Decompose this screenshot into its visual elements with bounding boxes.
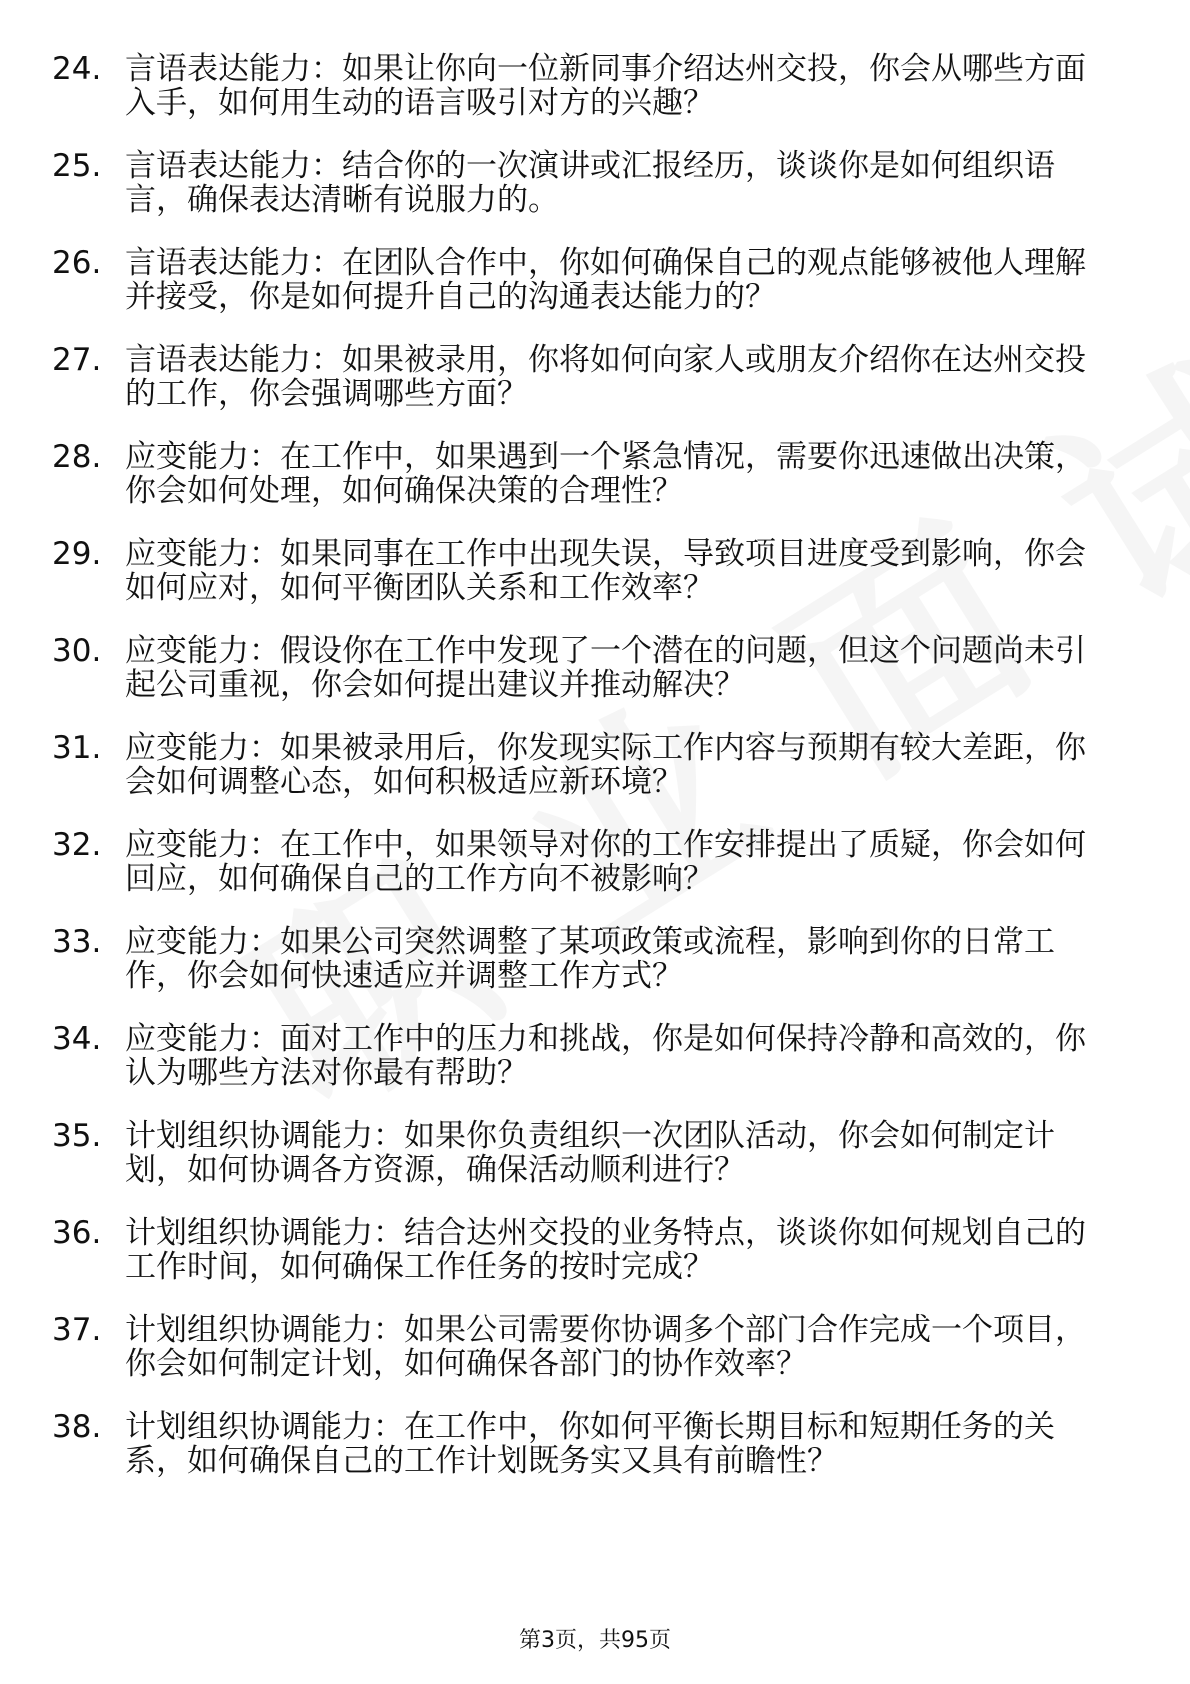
question-item: [52, 246, 1112, 314]
question-number: 32.: [52, 827, 102, 863]
question-text: 计划组织协调能力：如果你负责组织一次团队活动，你会如何制定计划，如何协调各方资源，确保活动顺利进行？: [125, 1118, 1055, 1188]
question-text: 应变能力：面对工作中的压力和挑战，你是如何保持冷静和高效的，你认为哪些方法对你最有帮助？: [125, 1021, 1086, 1091]
question-item: [52, 925, 1112, 993]
question-number: 26.: [52, 245, 102, 281]
question-text: 言语表达能力：结合你的一次演讲或汇报经历，谈谈你是如何组织语言，确保表达清晰有说服力的。: [125, 148, 1055, 218]
question-item: [52, 1313, 1112, 1381]
question-item: [52, 1216, 1112, 1284]
question-number: 34.: [52, 1021, 102, 1057]
question-number: 33.: [52, 924, 102, 960]
question-text: 应变能力：假设你在工作中发现了一个潜在的问题，但这个问题尚未引起公司重视，你会如何提出建议并推动解决？: [125, 633, 1086, 703]
question-text: 应变能力：如果被录用后，你发现实际工作内容与预期有较大差距，你会如何调整心态，如何积极适应新环境？: [125, 730, 1086, 800]
question-item: [52, 52, 1112, 120]
question-number: 31.: [52, 730, 102, 766]
question-text: 应变能力：如果公司突然调整了某项政策或流程，影响到你的日常工作，你会如何快速适应并调整工作方式？: [125, 924, 1055, 994]
page-footer: 第3页，共95页: [519, 1628, 671, 1653]
question-item: [52, 149, 1112, 217]
question-number: 28.: [52, 439, 102, 475]
question-number: 38.: [52, 1409, 102, 1445]
question-number: 24.: [52, 51, 102, 87]
question-item: [52, 1410, 1112, 1478]
question-text: 言语表达能力：如果让你向一位新同事介绍达州交投，你会从哪些方面入手，如何用生动的语言吸引对方的兴趣？: [125, 51, 1086, 121]
question-item: [52, 537, 1112, 605]
question-item: [52, 1119, 1112, 1187]
question-item: [52, 828, 1112, 896]
question-text: 言语表达能力：在团队合作中，你如何确保自己的观点能够被他人理解并接受，你是如何提升自己的沟通表达能力的？: [125, 245, 1086, 315]
question-number: 37.: [52, 1312, 102, 1348]
question-text: 应变能力：在工作中，如果领导对你的工作安排提出了质疑，你会如何回应，如何确保自己的工作方向不被影响？: [125, 827, 1086, 897]
question-text: 言语表达能力：如果被录用，你将如何向家人或朋友介绍你在达州交投的工作，你会强调哪些方面？: [125, 342, 1086, 412]
question-text: 应变能力：如果同事在工作中出现失误，导致项目进度受到影响，你会如何应对，如何平衡团队关系和工作效率？: [125, 536, 1086, 606]
question-item: [52, 634, 1112, 702]
question-text: 计划组织协调能力：如果公司需要你协调多个部门合作完成一个项目，你会如何制定计划，如何确保各部门的协作效率？: [125, 1312, 1086, 1382]
question-text: 应变能力：在工作中，如果遇到一个紧急情况，需要你迅速做出决策，你会如何处理，如何确保决策的合理性？: [125, 439, 1086, 509]
question-text: 计划组织协调能力：结合达州交投的业务特点，谈谈你如何规划自己的工作时间，如何确保工作任务的按时完成？: [125, 1215, 1086, 1285]
question-text: 计划组织协调能力：在工作中，你如何平衡长期目标和短期任务的关系，如何确保自己的工作计划既务实又具有前瞻性？: [125, 1409, 1055, 1479]
question-number: 35.: [52, 1118, 102, 1154]
question-item: [52, 1022, 1112, 1090]
question-item: [52, 731, 1112, 799]
question-number: 36.: [52, 1215, 102, 1251]
question-number: 29.: [52, 536, 102, 572]
question-number: 25.: [52, 148, 102, 184]
question-number: 30.: [52, 633, 102, 669]
question-item: [52, 440, 1112, 508]
question-item: [52, 343, 1112, 411]
question-list: [52, 52, 1112, 1507]
question-number: 27.: [52, 342, 102, 378]
